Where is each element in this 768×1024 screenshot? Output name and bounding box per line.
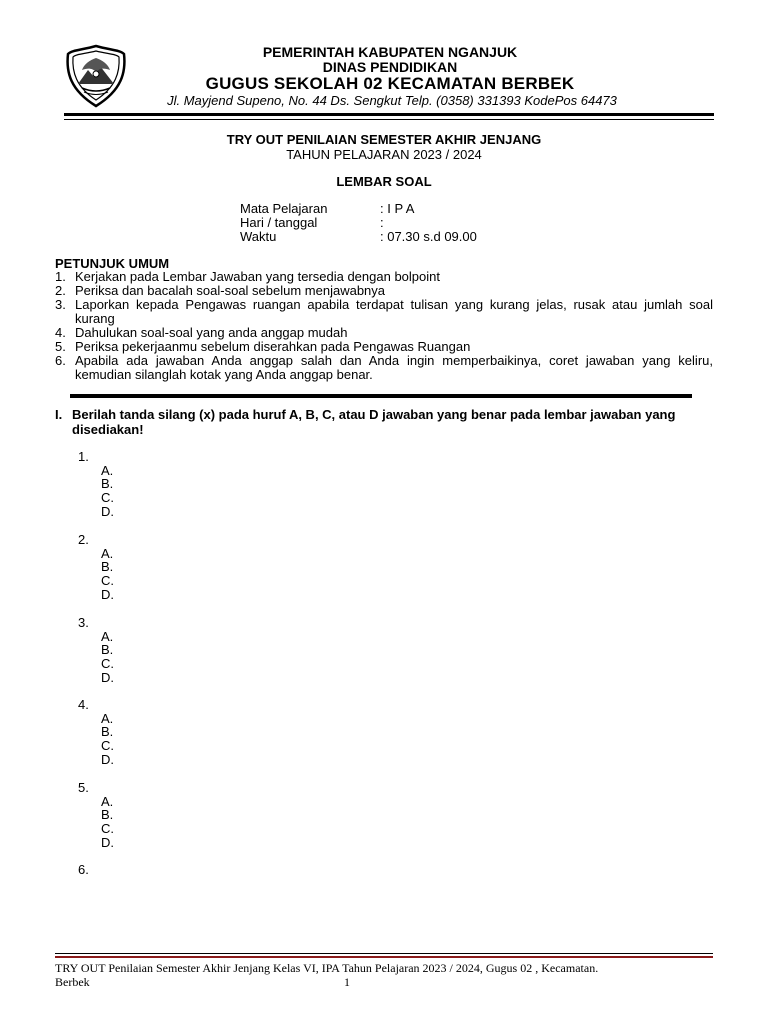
instruction-text: Periksa pekerjaanmu sebelum diserahkan pada Pengawas Ruangan	[75, 339, 471, 354]
footer-rule-accent	[55, 956, 713, 958]
document-title: TRY OUT PENILAIAN SEMESTER AKHIR JENJANG	[226, 132, 542, 147]
address-line: Jl. Mayjend Supeno, No. 44 Ds. Sengkut Telp. (0358) 331393 KodePos 64473	[167, 93, 617, 108]
answer-option: A.	[101, 545, 114, 561]
instruction-text: Kerjakan pada Lembar Jawaban yang tersedia dengan bolpoint	[75, 269, 440, 284]
answer-option: D.	[101, 751, 114, 767]
footer-text: TRY OUT Penilaian Semester Akhir Jenjang Kelas VI, IPA Tahun Pelajaran 2023 / 2024, Gugus 02 , Kecamatan.	[55, 961, 599, 975]
section-text: Berilah tanda silang (x) pada huruf A, B, C, atau D jawaban yang benar pada lembar jawaban yang disediakan!	[72, 407, 676, 437]
letterhead-rule-thick	[64, 113, 714, 116]
answer-option: A.	[101, 628, 114, 644]
answer-option: B.	[101, 476, 114, 492]
instructions-heading: PETUNJUK UMUM	[55, 256, 170, 271]
instruction-number: 1.	[55, 269, 66, 284]
question-number: 1.	[78, 449, 89, 464]
instruction-text: Periksa dan bacalah soal-soal sebelum menjawabnya	[75, 283, 386, 298]
answer-option: B.	[101, 559, 114, 575]
question-number: 2.	[78, 532, 89, 547]
instruction-item	[55, 270, 713, 284]
answer-option: D.	[101, 503, 114, 519]
instruction-number: 6.	[55, 353, 66, 368]
answer-option: C.	[101, 821, 114, 837]
instruction-number: 3.	[55, 297, 66, 312]
regency-emblem-logo	[64, 44, 128, 108]
question-number: 6.	[78, 862, 89, 877]
info-label-date: Hari / tanggal	[240, 215, 318, 230]
answer-option: D.	[101, 586, 114, 602]
footer-text-continued: Berbek	[55, 975, 90, 989]
instruction-item	[55, 326, 713, 340]
instruction-text: Dahulukan soal-soal yang anda anggap mudah	[75, 325, 348, 340]
section-instruction	[55, 407, 715, 437]
instruction-text: Apabila ada jawaban Anda anggap salah dan Anda ingin memperbaikinya, coret jawaban yang keliru, kemudian silanglah kotak yang Anda anggap benar.	[75, 353, 713, 382]
info-value-time: : 07.30 s.d 09.00	[380, 229, 477, 244]
answer-option: B.	[101, 724, 114, 740]
instruction-number: 5.	[55, 339, 66, 354]
instruction-number: 4.	[55, 325, 66, 340]
instruction-item	[55, 354, 713, 382]
instruction-item	[55, 340, 713, 354]
answer-option: A.	[101, 710, 114, 726]
answer-option: A.	[101, 462, 114, 478]
answer-option: B.	[101, 642, 114, 658]
page-number: 1	[344, 975, 350, 989]
instruction-item	[55, 298, 713, 326]
academic-year: TAHUN PELAJARAN 2023 / 2024	[286, 147, 482, 162]
instruction-number: 2.	[55, 283, 66, 298]
instruction-item	[55, 284, 713, 298]
footer-rule	[55, 953, 713, 954]
answer-option: B.	[101, 807, 114, 823]
question-number: 3.	[78, 615, 89, 630]
school-cluster-name: GUGUS SEKOLAH 02 KECAMATAN BERBEK	[205, 74, 575, 93]
info-label-subject: Mata Pelajaran	[240, 201, 328, 216]
info-value-date: :	[380, 215, 384, 230]
department-name: DINAS PENDIDIKAN	[322, 59, 458, 75]
info-value-subject: : I P A	[380, 201, 415, 216]
section-number: I.	[55, 407, 63, 422]
answer-option: D.	[101, 834, 114, 850]
answer-option: C.	[101, 490, 114, 506]
government-name: PEMERINTAH KABUPATEN NGANJUK	[262, 44, 518, 60]
info-label-time: Waktu	[240, 229, 277, 244]
answer-option: D.	[101, 669, 114, 685]
answer-option: C.	[101, 573, 114, 589]
instruction-text: Laporkan kepada Pengawas ruangan apabila terdapat tulisan yang kurang jelas, rusak atau jumlah soal kurang	[75, 297, 713, 326]
answer-option: C.	[101, 738, 114, 754]
question-number: 4.	[78, 697, 89, 712]
section-divider	[70, 394, 692, 398]
answer-option: C.	[101, 656, 114, 672]
answer-option: A.	[101, 793, 114, 809]
question-number: 5.	[78, 780, 89, 795]
sheet-title: LEMBAR SOAL	[336, 174, 432, 189]
instructions-list	[55, 270, 713, 382]
letterhead-rule-thin	[64, 119, 714, 120]
